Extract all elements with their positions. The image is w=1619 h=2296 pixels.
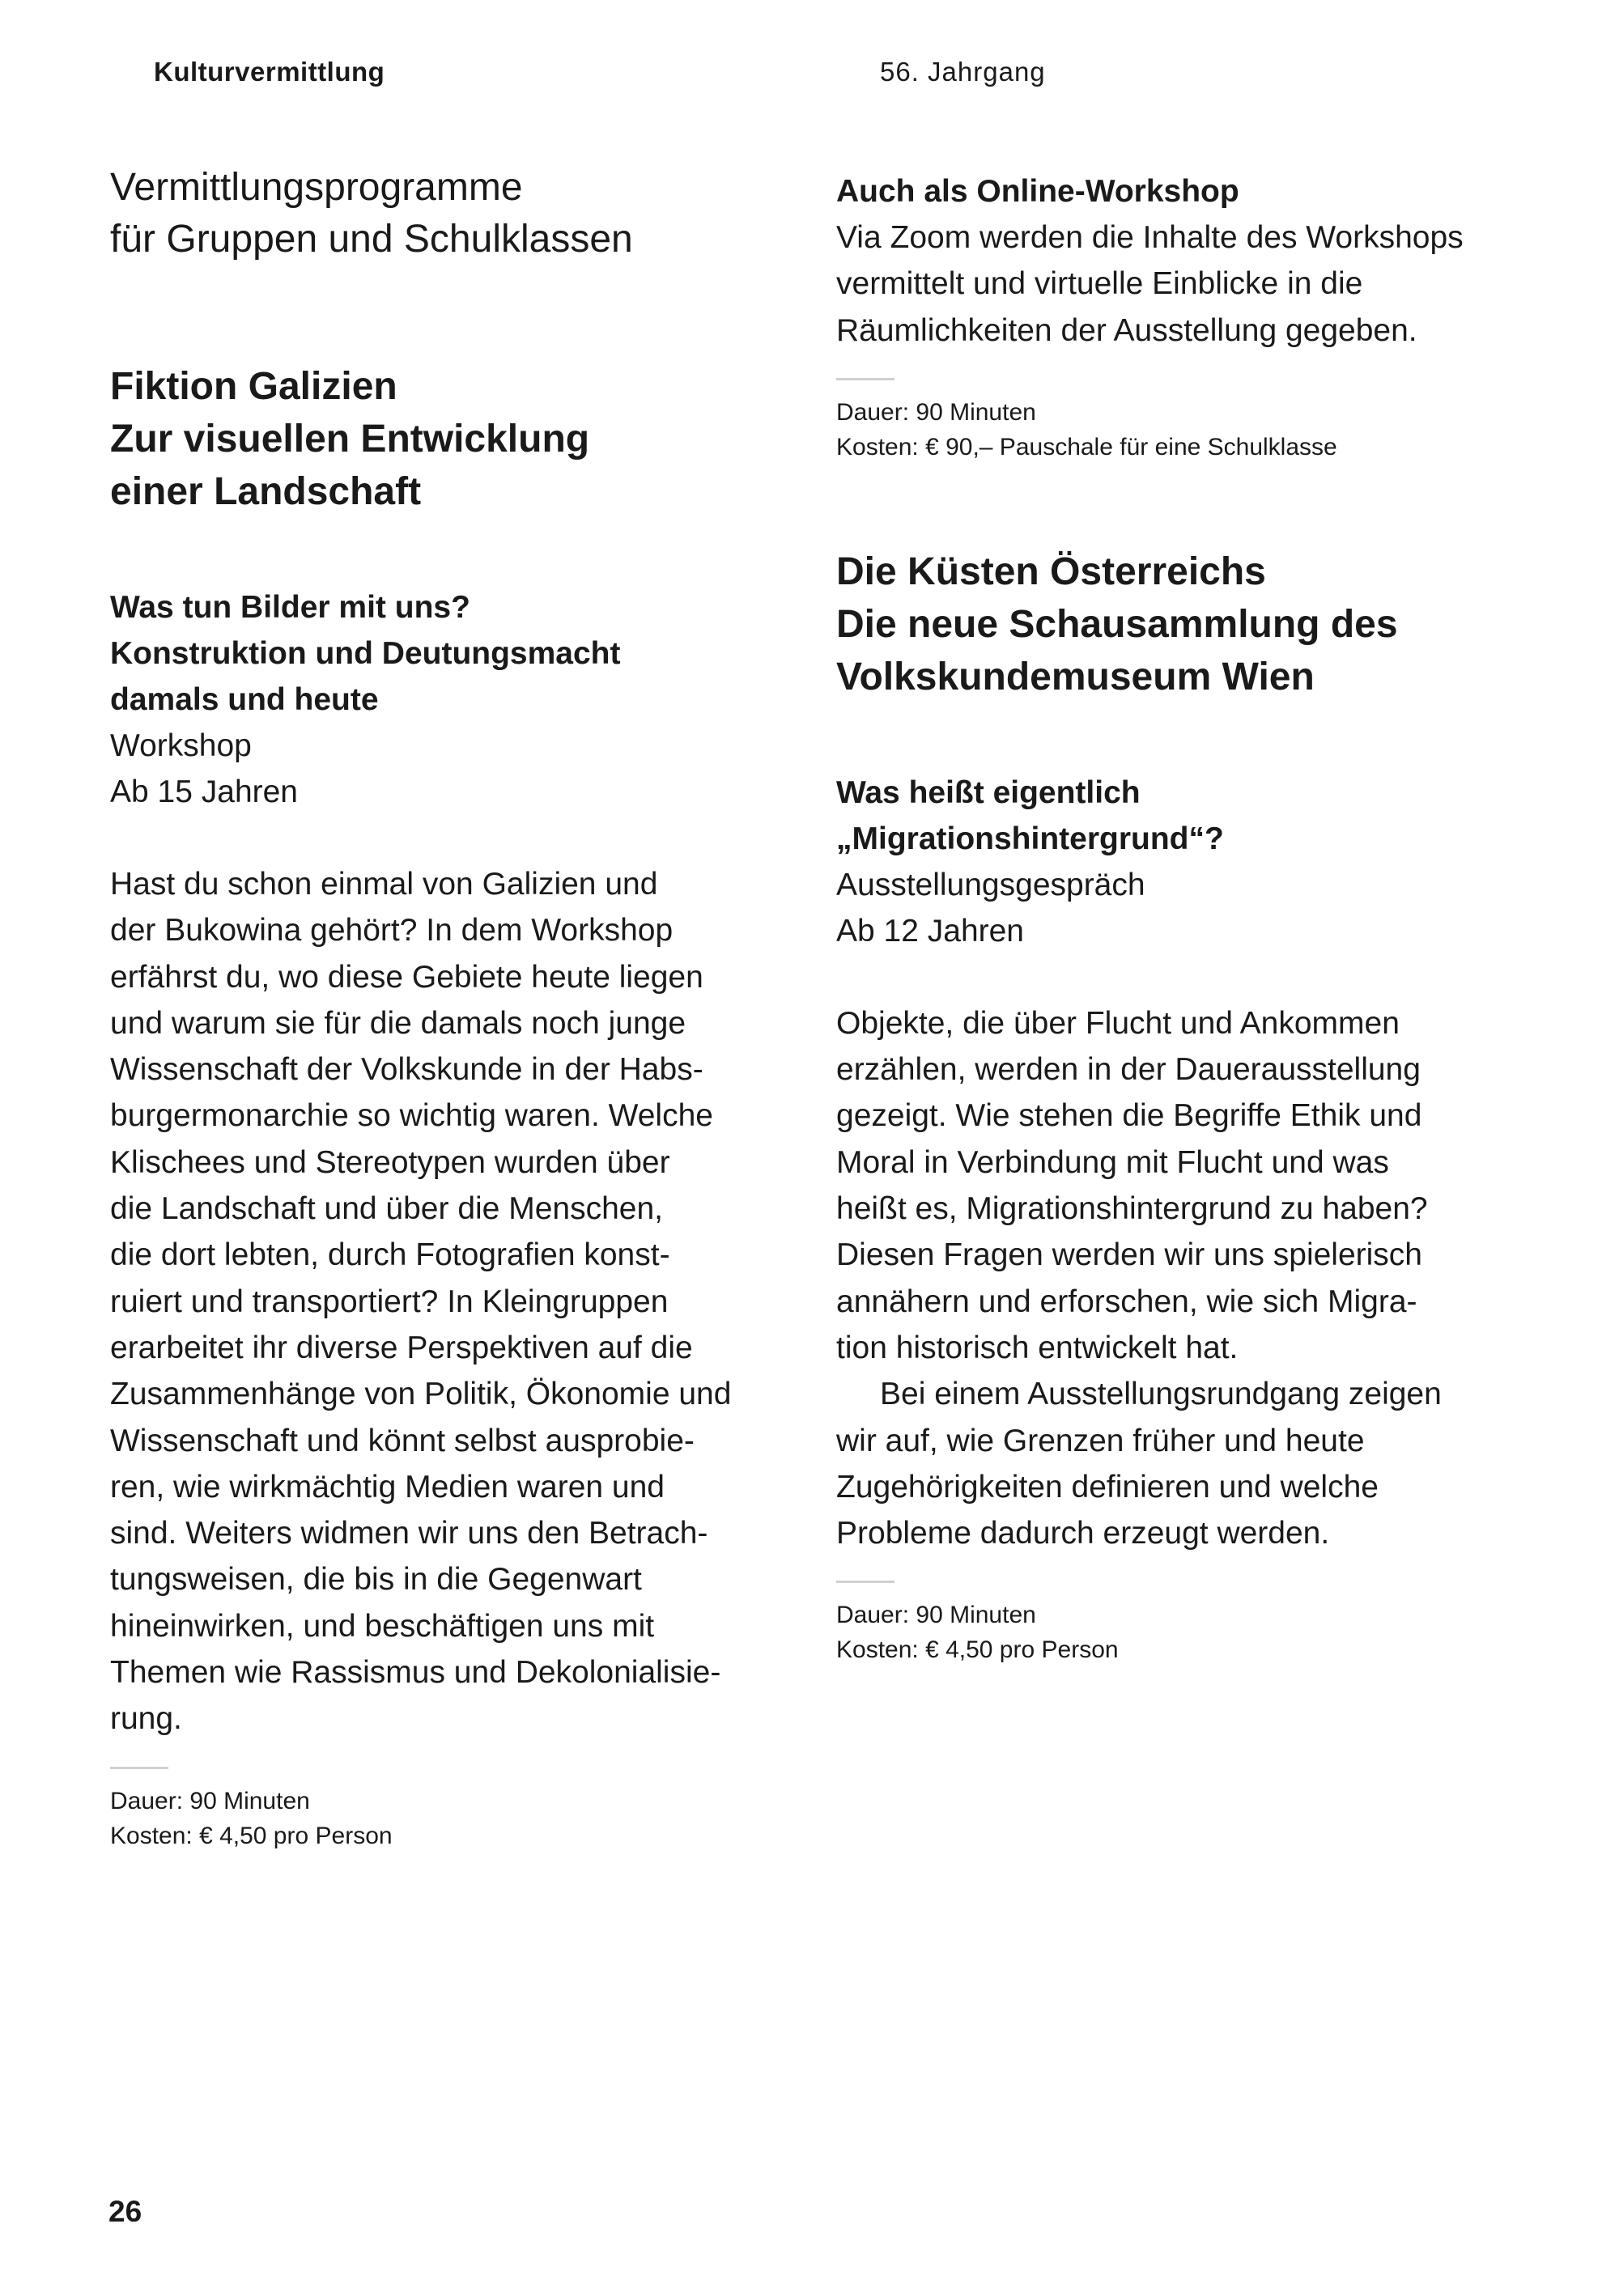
body-line: burgermonarchie so wichtig waren. Welche <box>110 1098 713 1134</box>
body-line: hineinwirken, und beschäftigen uns mit <box>110 1608 655 1644</box>
body-line: Wissenschaft der Volkskunde in der Habs- <box>110 1052 703 1088</box>
duration: Dauer: 90 Minuten <box>836 1602 1036 1629</box>
program-title <box>110 360 806 518</box>
body-line: gezeigt. Wie stehen die Begriffe Ethik und <box>836 1098 1422 1134</box>
body-line: Moral in Verbindung mit Flucht und was <box>836 1144 1389 1180</box>
body-line: die Landschaft und über die Menschen, <box>110 1191 663 1227</box>
body-line: erzählen, werden in der Dauerausstellung <box>836 1052 1421 1088</box>
body-line: Wissenschaft und könnt selbst ausprobie- <box>110 1423 695 1458</box>
section-title-line: Vermittlungsprogramme <box>110 166 523 209</box>
event-format: Ausstellungsgespräch <box>836 867 1145 902</box>
left-column <box>110 162 806 1853</box>
program-title-line: Volkskundemuseum Wien <box>836 655 1315 698</box>
body-line: wir auf, wie Grenzen früher und heute <box>836 1423 1365 1458</box>
body-line: Räumlichkeiten der Ausstellung gegeben. <box>836 312 1417 348</box>
body-line: sind. Weiters widmen wir uns den Betrach- <box>110 1516 708 1551</box>
duration: Dauer: 90 Minuten <box>110 1787 310 1814</box>
event-description <box>836 1000 1532 1557</box>
program-title-line: Fiktion Galizien <box>110 365 397 408</box>
body-line: Hast du schon einmal von Galizien und <box>110 867 658 902</box>
event-title-line: Was tun Bilder mit uns? <box>110 590 470 625</box>
running-header-volume: 56. Jahrgang <box>880 57 1046 87</box>
event-heading <box>110 584 806 815</box>
event-age: Ab 15 Jahren <box>110 775 299 809</box>
body-line: erfährst du, wo diese Gebiete heute liegen <box>110 959 703 995</box>
event-info <box>110 1784 806 1853</box>
body-line: tion historisch entwickelt hat. <box>836 1330 1239 1365</box>
online-workshop-title: Auch als Online-Workshop <box>836 174 1239 209</box>
cost: Kosten: € 90,– Pauschale für eine Schulklasse <box>836 433 1337 460</box>
right-column <box>836 168 1532 1667</box>
event-format: Workshop <box>110 728 252 763</box>
event-heading <box>836 770 1532 954</box>
section-title <box>110 162 806 265</box>
event-description <box>110 861 806 1742</box>
body-line: vermittelt und virtuelle Einblicke in die <box>836 266 1363 302</box>
body-line: die dort lebten, durch Fotografien konst- <box>110 1237 670 1273</box>
event-title-line: „Migrationshintergrund“? <box>836 821 1224 856</box>
program-title-line: einer Landschaft <box>110 470 422 513</box>
program-title-line: Die Küsten Österreichs <box>836 550 1266 593</box>
program-title-line: Zur visuellen Entwicklung <box>110 418 590 460</box>
body-line: ren, wie wirkmächtig Medien waren und <box>110 1469 665 1504</box>
body-line: Zugehörigkeiten definieren und welche <box>836 1469 1379 1504</box>
body-line: Klischees und Stereotypen wurden über <box>110 1144 670 1180</box>
body-line: Objekte, die über Flucht und Ankommen <box>836 1005 1400 1041</box>
event-title-line: Konstruktion und Deutungsmacht <box>110 636 621 671</box>
body-line: ruiert und transportiert? In Kleingruppen <box>110 1284 669 1319</box>
section-title-line: für Gruppen und Schulklassen <box>110 218 633 261</box>
event-age: Ab 12 Jahren <box>836 913 1025 949</box>
duration: Dauer: 90 Minuten <box>836 398 1036 426</box>
running-header-section: Kulturvermittlung <box>154 57 385 87</box>
body-line: Zusammenhänge von Politik, Ökonomie und <box>110 1377 732 1412</box>
body-line: Probleme dadurch erzeugt werden. <box>836 1516 1330 1551</box>
event-info <box>836 1598 1532 1667</box>
body-line: erarbeitet ihr diverse Perspektiven auf die <box>110 1330 693 1365</box>
event-title-line: Was heißt eigentlich <box>836 775 1141 810</box>
cost: Kosten: € 4,50 pro Person <box>836 1636 1119 1664</box>
body-line: annähern und erforschen, wie sich Migra- <box>836 1284 1417 1319</box>
body-line: der Bukowina gehört? In dem Workshop <box>110 913 674 949</box>
body-line: Diesen Fragen werden wir uns spielerisch <box>836 1237 1422 1273</box>
body-line: Via Zoom werden die Inhalte des Workshops <box>836 220 1464 255</box>
body-line: Themen wie Rassismus und Dekolonialisie- <box>110 1655 721 1691</box>
page-number: 26 <box>108 2195 142 2228</box>
event-title-line: damals und heute <box>110 682 379 717</box>
program-title <box>836 545 1532 703</box>
body-line: Bei einem Ausstellungsrundgang zeigen <box>880 1377 1442 1412</box>
body-line: und warum sie für die damals noch junge <box>110 1005 686 1041</box>
body-line: rung. <box>110 1701 182 1737</box>
cost: Kosten: € 4,50 pro Person <box>110 1822 393 1849</box>
online-workshop <box>836 168 1532 465</box>
body-line: heißt es, Migrationshintergrund zu haben? <box>836 1191 1428 1227</box>
program-title-line: Die neue Schausammlung des <box>836 602 1398 646</box>
body-line: tungsweisen, die bis in die Gegenwart <box>110 1562 642 1598</box>
